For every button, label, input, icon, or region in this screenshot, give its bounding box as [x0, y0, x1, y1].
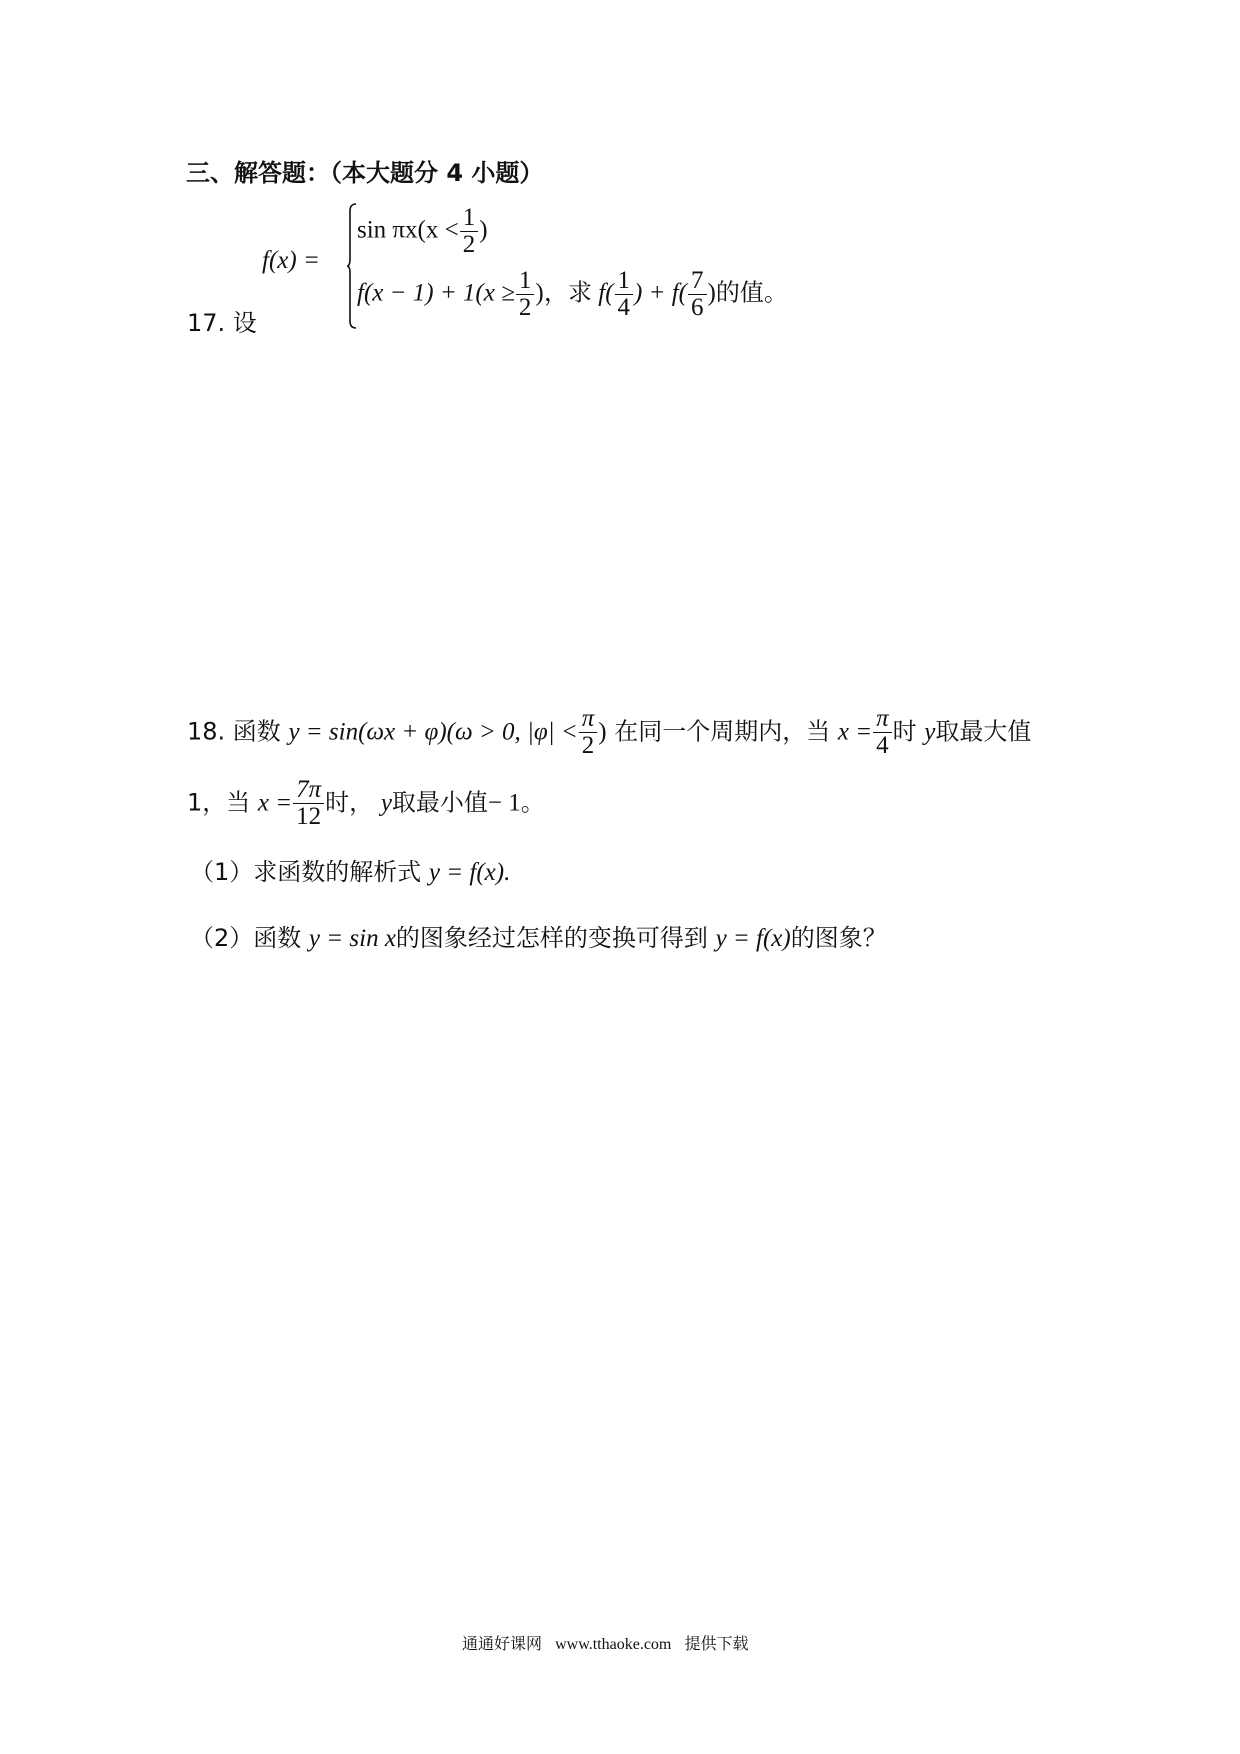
fraction: $\frac{1}{2}$: [460, 205, 479, 259]
fraction: $\frac{1}{4}$: [615, 268, 634, 322]
function-lhs: f(x) =: [262, 247, 320, 274]
fraction: $\frac{\pi}{4}$: [873, 706, 892, 760]
fraction: $\frac{7}{6}$: [688, 268, 707, 322]
sub-question-1: （1）求函数的解析式 y = f(x).: [190, 858, 511, 886]
question-18-line-1: 18. 函数 y = sin(ωx + φ)(ω > 0, |φ| < $\frac{\pi}{2}$ ) 在同一个周期内，当 x = $\frac{\pi}{4}$ 时 y取最大值: [187, 705, 1032, 760]
fraction: $\frac{\pi}{2}$: [579, 706, 598, 760]
fraction: $\frac{1}{2}$: [516, 268, 535, 322]
question-ask: ，求 f( $\frac{1}{4}$ ) + f( $\frac{7}{6}$ )的值。: [544, 267, 788, 322]
footer-url: www.tthaoke.com: [555, 1636, 672, 1653]
section-heading: 三、解答题：（本大题分 4 小题）: [186, 159, 544, 187]
question-number: 17. 设: [187, 309, 257, 337]
piecewise-brace: [347, 203, 357, 329]
footer-site-name: 通通好课网: [462, 1634, 543, 1653]
piecewise-case-2: f(x − 1) + 1(x ≥ $\frac{1}{2}$ ): [357, 267, 544, 322]
fraction: $\frac{7\pi}{12}$: [293, 777, 324, 831]
page-footer: [462, 1631, 748, 1654]
sub-question-2: （2）函数 y = sin x的图象经过怎样的变换可得到 y = f(x)的图象？: [190, 924, 887, 952]
question-18-line-2: 1，当 x = $\frac{7\pi}{12}$ 时， y取最小值− 1。: [187, 776, 545, 831]
piecewise-case-1: sin πx(x < $\frac{1}{2}$ ): [357, 204, 488, 259]
footer-suffix: 提供下载: [684, 1634, 749, 1653]
